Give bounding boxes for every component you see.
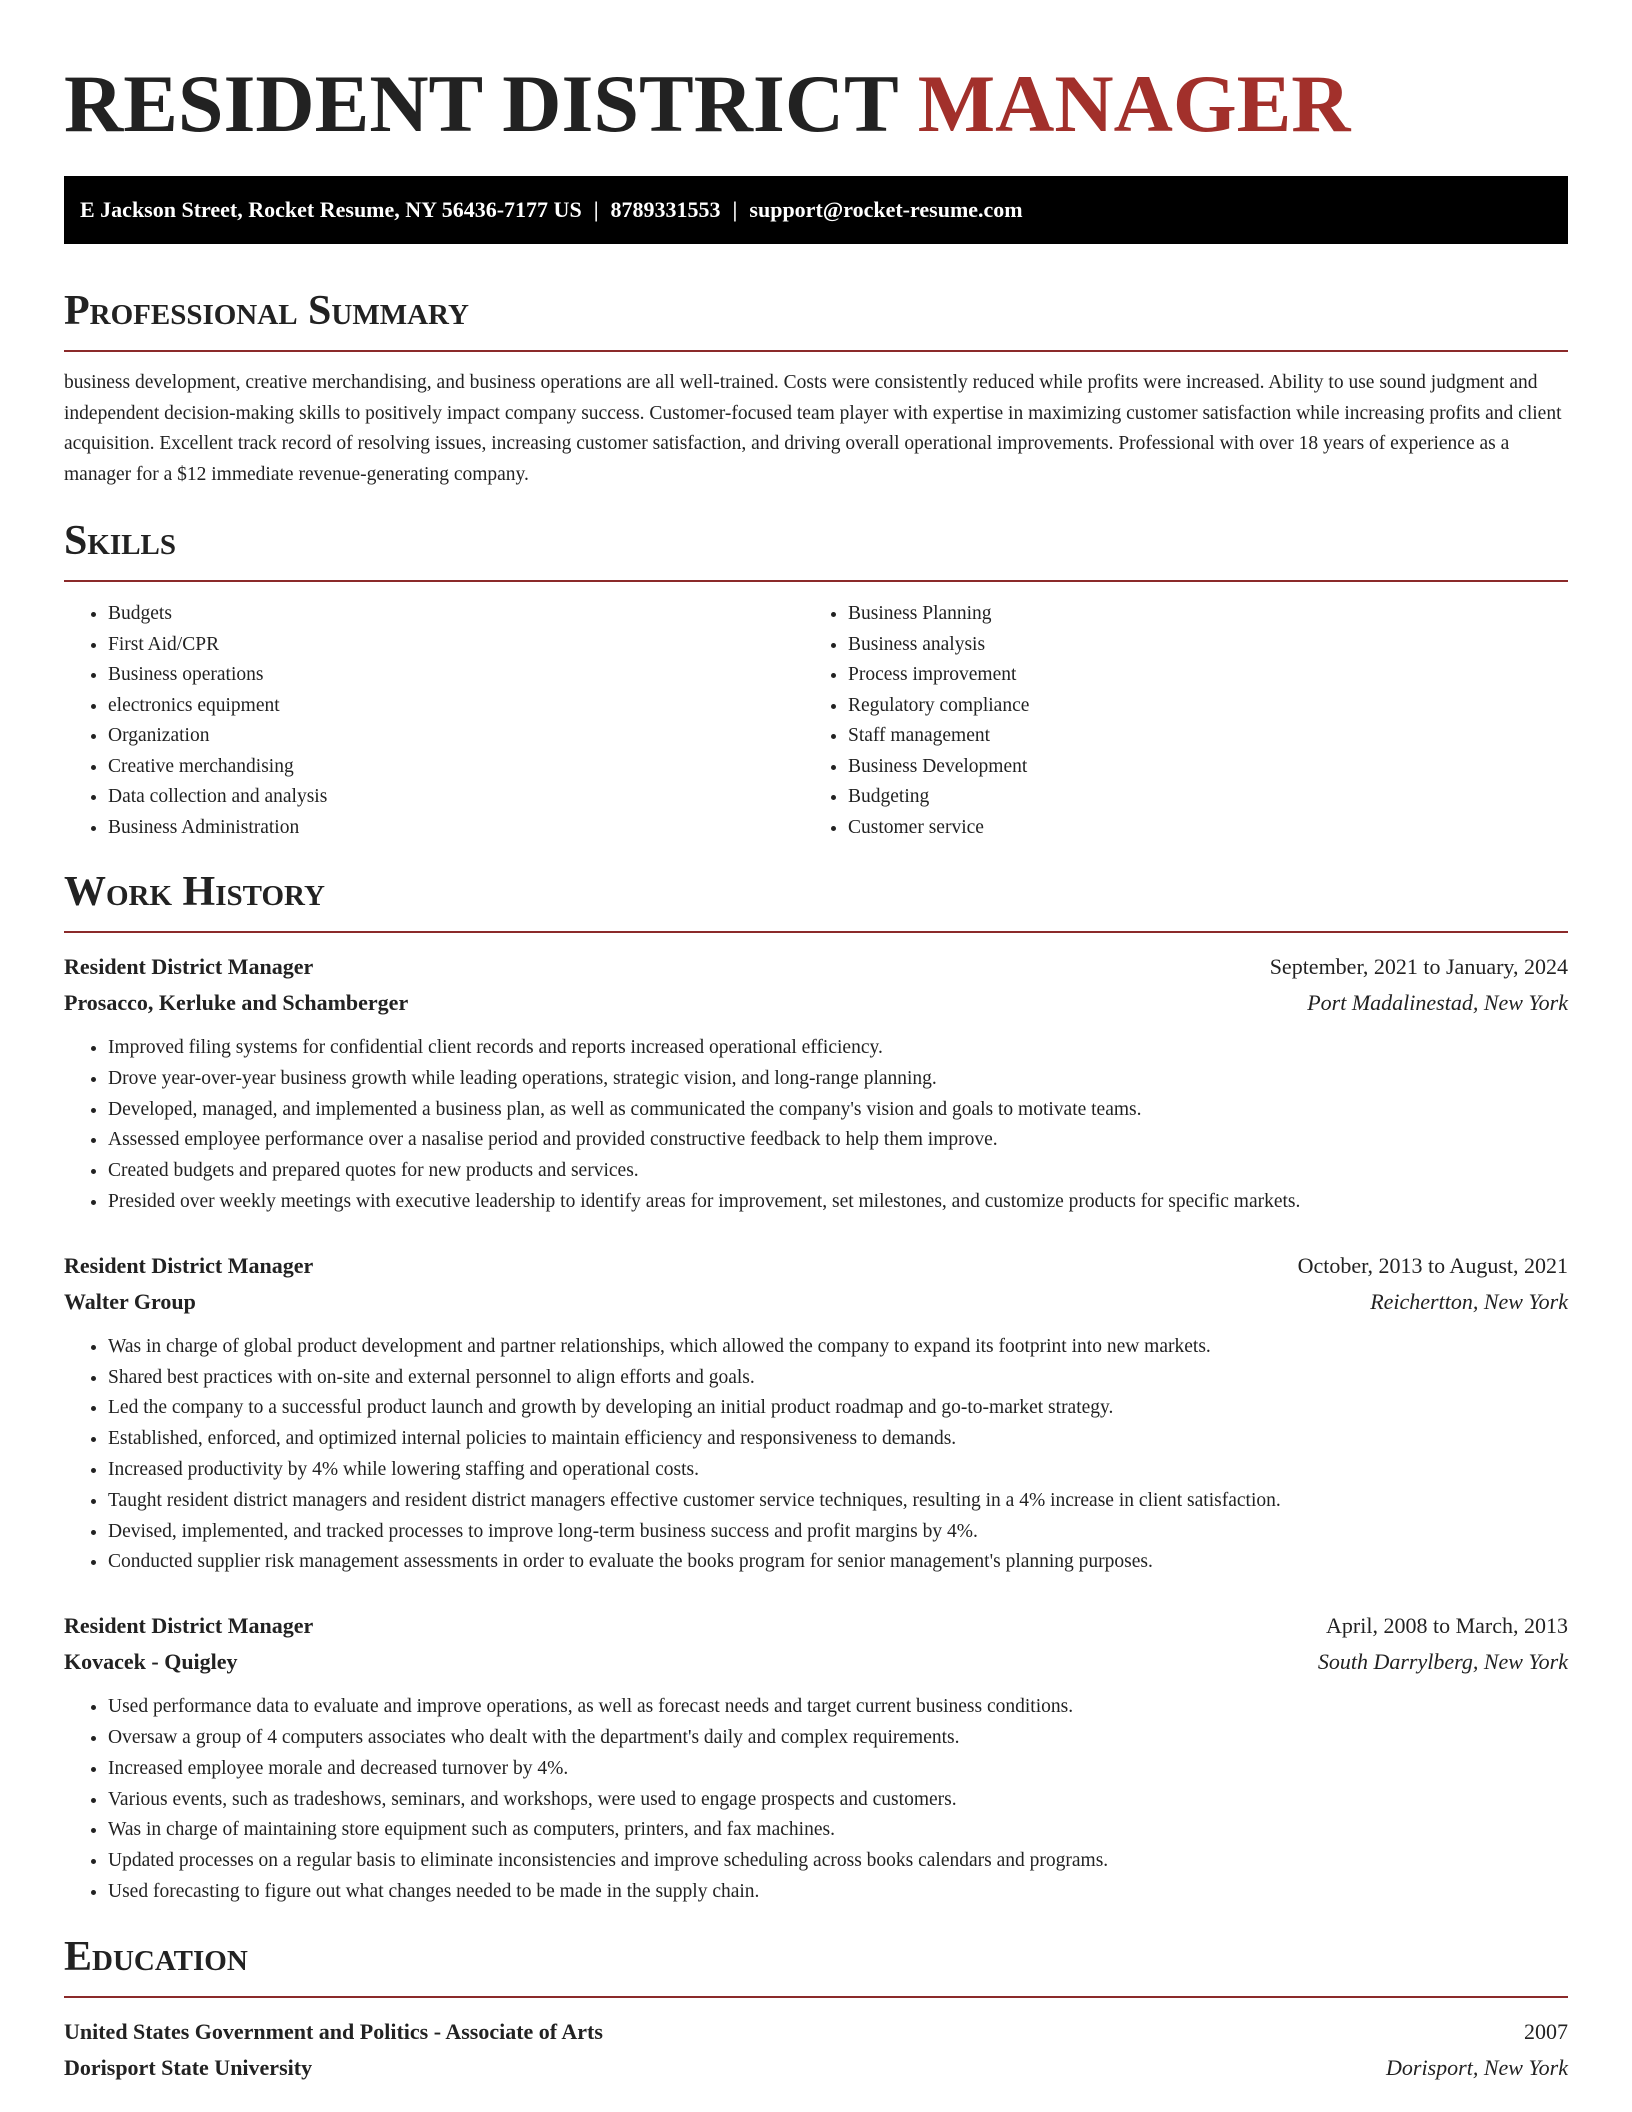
contact-address: E Jackson Street, Rocket Resume, NY 56436-7177 US [80, 197, 582, 222]
education-school: Dorisport State University [64, 2054, 313, 2080]
skill-item: • Data collection and analysis [108, 782, 804, 813]
summary-text: business development, creative merchandising, and business operations are all well-trained. Costs were consistently reduced while profits were increased. Ability to use sound judgment and independent decision-making skills to positively impact company success. Customer-focused team player with expertise in maximizing customer satisfaction while increasing profits and client acquisition. Excellent track record of resolving issues, increasing customer satisfaction, and driving overall operational improvements. Professional with over 18 years of experience as a manager for a $12 immediate revenue-generating company. [64, 372, 1562, 485]
job-bullet: • Devised, implemented, and tracked processes to improve long-term business success and profit margins by 4%. [108, 1517, 1568, 1548]
job-company: Kovacek - Quigley [64, 1649, 238, 1675]
education-year: 2007 [1524, 2018, 1568, 2044]
job-bullet: • Developed, managed, and implemented a business plan, as well as communicated the company's vision and goals to motivate teams. [108, 1095, 1568, 1126]
job-bullet: • Drove year-over-year business growth while leading operations, strategic vision, and long-range planning. [108, 1064, 1568, 1095]
skill-item: • Creative merchandising [108, 752, 804, 783]
name-primary: RESIDENT DISTRICT [64, 58, 898, 149]
section-divider [64, 1996, 1568, 1998]
education-degree: United States Government and Politics - Associate of Arts [64, 2018, 603, 2044]
resume-name [64, 0, 1568, 150]
contact-separator: | [732, 197, 738, 222]
skill-item: • Staff management [848, 721, 1544, 752]
job-bullet: • Used performance data to evaluate and improve operations, as well as forecast needs and target current business conditions. [108, 1692, 1568, 1723]
contact-separator: | [593, 197, 599, 222]
skill-item: • Budgets [108, 599, 804, 630]
section-divider [64, 580, 1568, 582]
skills-list-right [804, 599, 1544, 843]
job-bullet: • Presided over weekly meetings with executive leadership to identify areas for improvement, set milestones, and customize products for specific markets. [108, 1187, 1568, 1218]
skills-section [64, 516, 1568, 843]
education-entry [64, 2014, 1568, 2086]
job-bullets [64, 1033, 1568, 1218]
job-bullet: • Used forecasting to figure out what changes needed to be made in the supply chain. [108, 1877, 1568, 1908]
section-divider [64, 931, 1568, 933]
skill-item: • Organization [108, 721, 804, 752]
skill-item: • Customer service [848, 813, 1544, 844]
skill-item: • Business Administration [108, 813, 804, 844]
job-role: Resident District Manager [64, 1252, 314, 1278]
job-header-row [64, 1248, 1568, 1284]
contact-bar [64, 176, 1568, 244]
section-title-summary: Professional Summary [64, 288, 469, 334]
job-bullets [64, 1332, 1568, 1578]
job-entry [64, 1248, 1568, 1578]
job-role: Resident District Manager [64, 954, 314, 979]
job-location: Reichertton, New York [1370, 1288, 1568, 1314]
job-bullet: • Led the company to a successful product launch and growth by developing an initial product roadmap and go-to-market strategy. [108, 1393, 1568, 1424]
skill-item: • Business analysis [848, 630, 1544, 661]
skills-columns [64, 599, 1568, 843]
job-bullet: • Increased employee morale and decreased turnover by 4%. [108, 1754, 1568, 1785]
skill-item: • Process improvement [848, 660, 1544, 691]
skill-item: • Regulatory compliance [848, 691, 1544, 722]
summary-section [64, 286, 1568, 490]
job-company: Prosacco, Kerluke and Schamberger [64, 990, 409, 1015]
skills-list-left [64, 599, 804, 843]
job-location: South Darrylberg, New York [1317, 1649, 1568, 1675]
job-bullet: • Improved filing systems for confidential client records and reports increased operational efficiency. [108, 1033, 1568, 1064]
job-bullet: • Oversaw a group of 4 computers associates who dealt with the department's daily and complex requirements. [108, 1723, 1568, 1754]
skill-item: • Business operations [108, 660, 804, 691]
job-bullet: • Established, enforced, and optimized internal policies to maintain efficiency and responsiveness to demands. [108, 1424, 1568, 1455]
skill-item: • Business Development [848, 752, 1544, 783]
job-entry [64, 1608, 1568, 1908]
job-header-row [64, 949, 1568, 985]
skill-item: • Budgeting [848, 782, 1544, 813]
skill-item: • Business Planning [848, 599, 1544, 630]
education-header-row [64, 2014, 1568, 2050]
job-bullet: • Various events, such as tradeshows, seminars, and workshops, were used to engage prospects and customers. [108, 1785, 1568, 1816]
contact-phone[interactable]: 8789331553 [610, 197, 721, 222]
job-company-row [64, 985, 1568, 1021]
job-header-row [64, 1608, 1568, 1644]
job-bullet: • Shared best practices with on-site and external personnel to align efforts and goals. [108, 1363, 1568, 1394]
job-bullet: • Increased productivity by 4% while lowering staffing and operational costs. [108, 1455, 1568, 1486]
contact-email[interactable]: support@rocket-resume.com [749, 197, 1023, 222]
section-title-education: Education [64, 1933, 248, 1980]
job-company-row [64, 1284, 1568, 1320]
job-bullet: • Conducted supplier risk management assessments in order to evaluate the books program for senior management's planning purposes. [108, 1547, 1568, 1578]
education-school-row [64, 2050, 1568, 2086]
education-section [64, 1932, 1568, 2086]
job-bullets [64, 1692, 1568, 1908]
job-dates: October, 2013 to August, 2021 [1297, 1252, 1568, 1278]
job-bullet: • Updated processes on a regular basis to eliminate inconsistencies and improve scheduling across books calendars and programs. [108, 1846, 1568, 1877]
job-company: Walter Group [64, 1288, 196, 1314]
job-dates: September, 2021 to January, 2024 [1269, 954, 1568, 979]
job-location: Port Madalinestad, New York [1307, 990, 1568, 1015]
job-role: Resident District Manager [64, 1613, 314, 1639]
section-title-work-history: Work History [64, 869, 325, 915]
name-accent: MANAGER [917, 58, 1351, 149]
job-bullet: • Was in charge of maintaining store equipment such as computers, printers, and fax machines. [108, 1815, 1568, 1846]
job-bullet: • Was in charge of global product development and partner relationships, which allowed the company to expand its footprint into new markets. [108, 1332, 1568, 1363]
job-dates: April, 2008 to March, 2013 [1326, 1613, 1568, 1639]
education-location: Dorisport, New York [1386, 2054, 1568, 2080]
section-divider [64, 350, 1568, 352]
skill-item: • First Aid/CPR [108, 630, 804, 661]
skill-item: • electronics equipment [108, 691, 804, 722]
job-bullet: • Taught resident district managers and resident district managers effective customer service techniques, resulting in a 4% increase in client satisfaction. [108, 1486, 1568, 1517]
job-bullet: • Created budgets and prepared quotes for new products and services. [108, 1156, 1568, 1187]
job-company-row [64, 1644, 1568, 1680]
section-title-skills: Skills [64, 518, 177, 564]
work-history-section [64, 867, 1568, 1908]
job-entry [64, 949, 1568, 1218]
job-bullet: • Assessed employee performance over a nasalise period and provided constructive feedback to help them improve. [108, 1125, 1568, 1156]
